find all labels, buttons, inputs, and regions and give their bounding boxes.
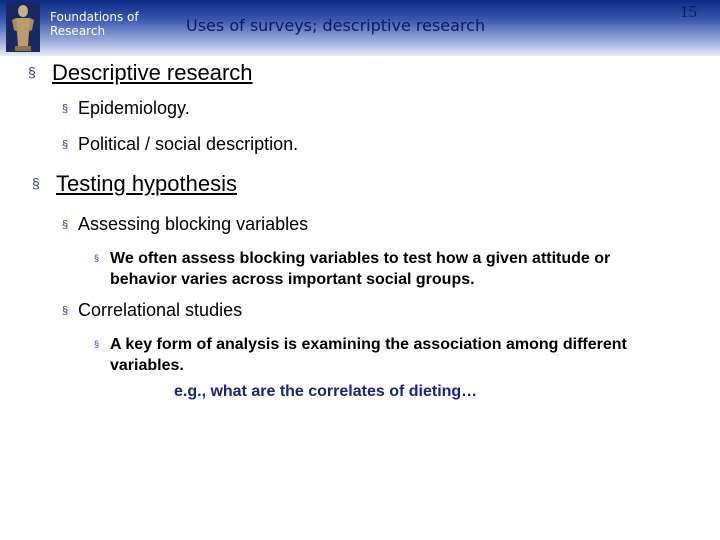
bullet-icon: § [28, 64, 36, 80]
list-item-text: Correlational studies [78, 300, 243, 320]
detail-text-line1: A key form of analysis is examining the association among different [110, 336, 627, 353]
list-item-text: Epidemiology. [78, 98, 190, 118]
detail-text-line2: behavior varies across important social groups. [110, 271, 475, 288]
heading-text: Testing hypothesis [56, 171, 237, 196]
list-item-blocking-variables [62, 214, 308, 235]
page-number: 15 [680, 2, 697, 21]
list-item-correlational-studies [62, 300, 242, 321]
detail-correlational-studies [94, 334, 627, 376]
heading-text: Descriptive research [52, 60, 253, 85]
course-title [50, 10, 139, 38]
bullet-icon: § [62, 219, 69, 231]
bullet-icon: § [62, 103, 69, 115]
detail-blocking-variables [94, 248, 610, 290]
bullet-icon: § [94, 253, 100, 263]
statue-logo-icon [6, 2, 40, 52]
course-title-line1: Foundations of [50, 10, 139, 24]
list-item-epidemiology [62, 98, 190, 119]
header-banner [0, 0, 720, 56]
detail-text-line1: We often assess blocking variables to test how a given attitude or [110, 250, 611, 267]
bullet-icon: § [32, 175, 40, 191]
heading-descriptive-research [28, 60, 253, 86]
bullet-icon: § [62, 139, 69, 151]
course-title-line2: Research [50, 24, 106, 38]
list-item-text: Assessing blocking variables [78, 214, 309, 234]
list-item-political-social [62, 134, 298, 155]
heading-testing-hypothesis [32, 171, 237, 197]
list-item-text: Political / social description. [78, 134, 299, 154]
bullet-icon: § [94, 339, 100, 349]
slide-subtitle: Uses of surveys; descriptive research [186, 16, 486, 35]
bullet-icon: § [62, 305, 69, 317]
example-text: e.g., what are the correlates of dieting… [174, 383, 478, 400]
detail-text-line2: variables. [110, 357, 184, 374]
